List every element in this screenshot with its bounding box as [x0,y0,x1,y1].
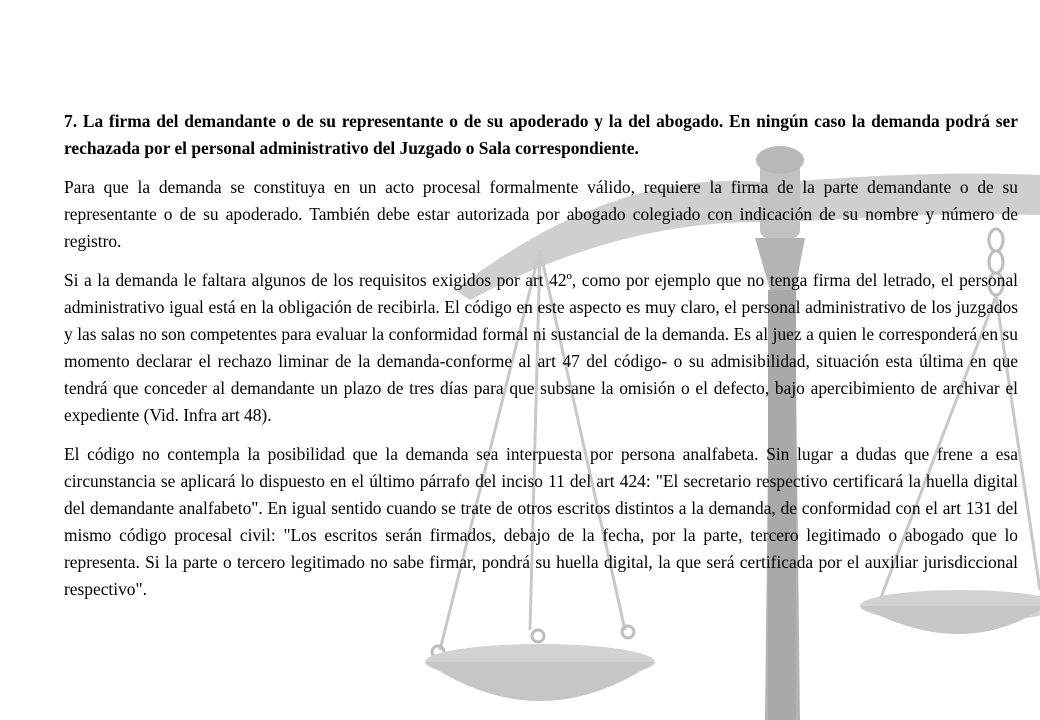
document-body [64,108,1018,615]
paragraph-heading: 7. La firma del demandante o de su representante o de su apoderado y la del abogado. En ningún caso la demanda podrá ser rechazada por el personal administrativo del Juzgado o Sala correspondiente. [64,111,1018,158]
paragraph: Si a la demanda le faltara algunos de los requisitos exigidos por art 42º, como por ejemplo que no tenga firma del letrado, el personal administrativo igual está en la obligación de recibirla. El código en este aspecto es muy claro, el personal administrativo de los juzgados y las salas no son competentes para evaluar la conformidad formal ni sustancial de la demanda. Es al juez a quien le corresponderá en su momento declarar el rechazo liminar de la demanda-conforme al art 47 del código- o su admisibilidad, situación esta última en que tendrá que conceder al demandante un plazo de tres días para que subsane la omisión o el defecto, bajo apercibimiento de archivar el expediente (Vid. Infra art 48). [64,270,1018,425]
paragraph: El código no contempla la posibilidad que la demanda sea interpuesta por persona analfabeta. Sin lugar a dudas que frene a esa circunstancia se aplicará lo dispuesto en el último párrafo del inciso 11 del art 424: "El secretario respectivo certificará la huella digital del demandante analfabeto". En igual sentido cuando se trate de otros escritos distintos a la demanda, de conformidad con el art 131 del mismo código procesal civil: "Los escritos serán firmados, debajo de la fecha, por la parte, tercero legitimado o abogado que lo representa. Si la parte o tercero legitimado no sabe firmar, pondrá su huella digital, la que será certificada por el auxiliar jurisdiccional respectivo". [64,444,1018,599]
paragraph: Para que la demanda se constituya en un acto procesal formalmente válido, requiere la firma de la parte demandante o de su representante o de su apoderado. También debe estar autorizada por abogado colegiado con indicación de su nombre y número de registro. [64,177,1018,251]
